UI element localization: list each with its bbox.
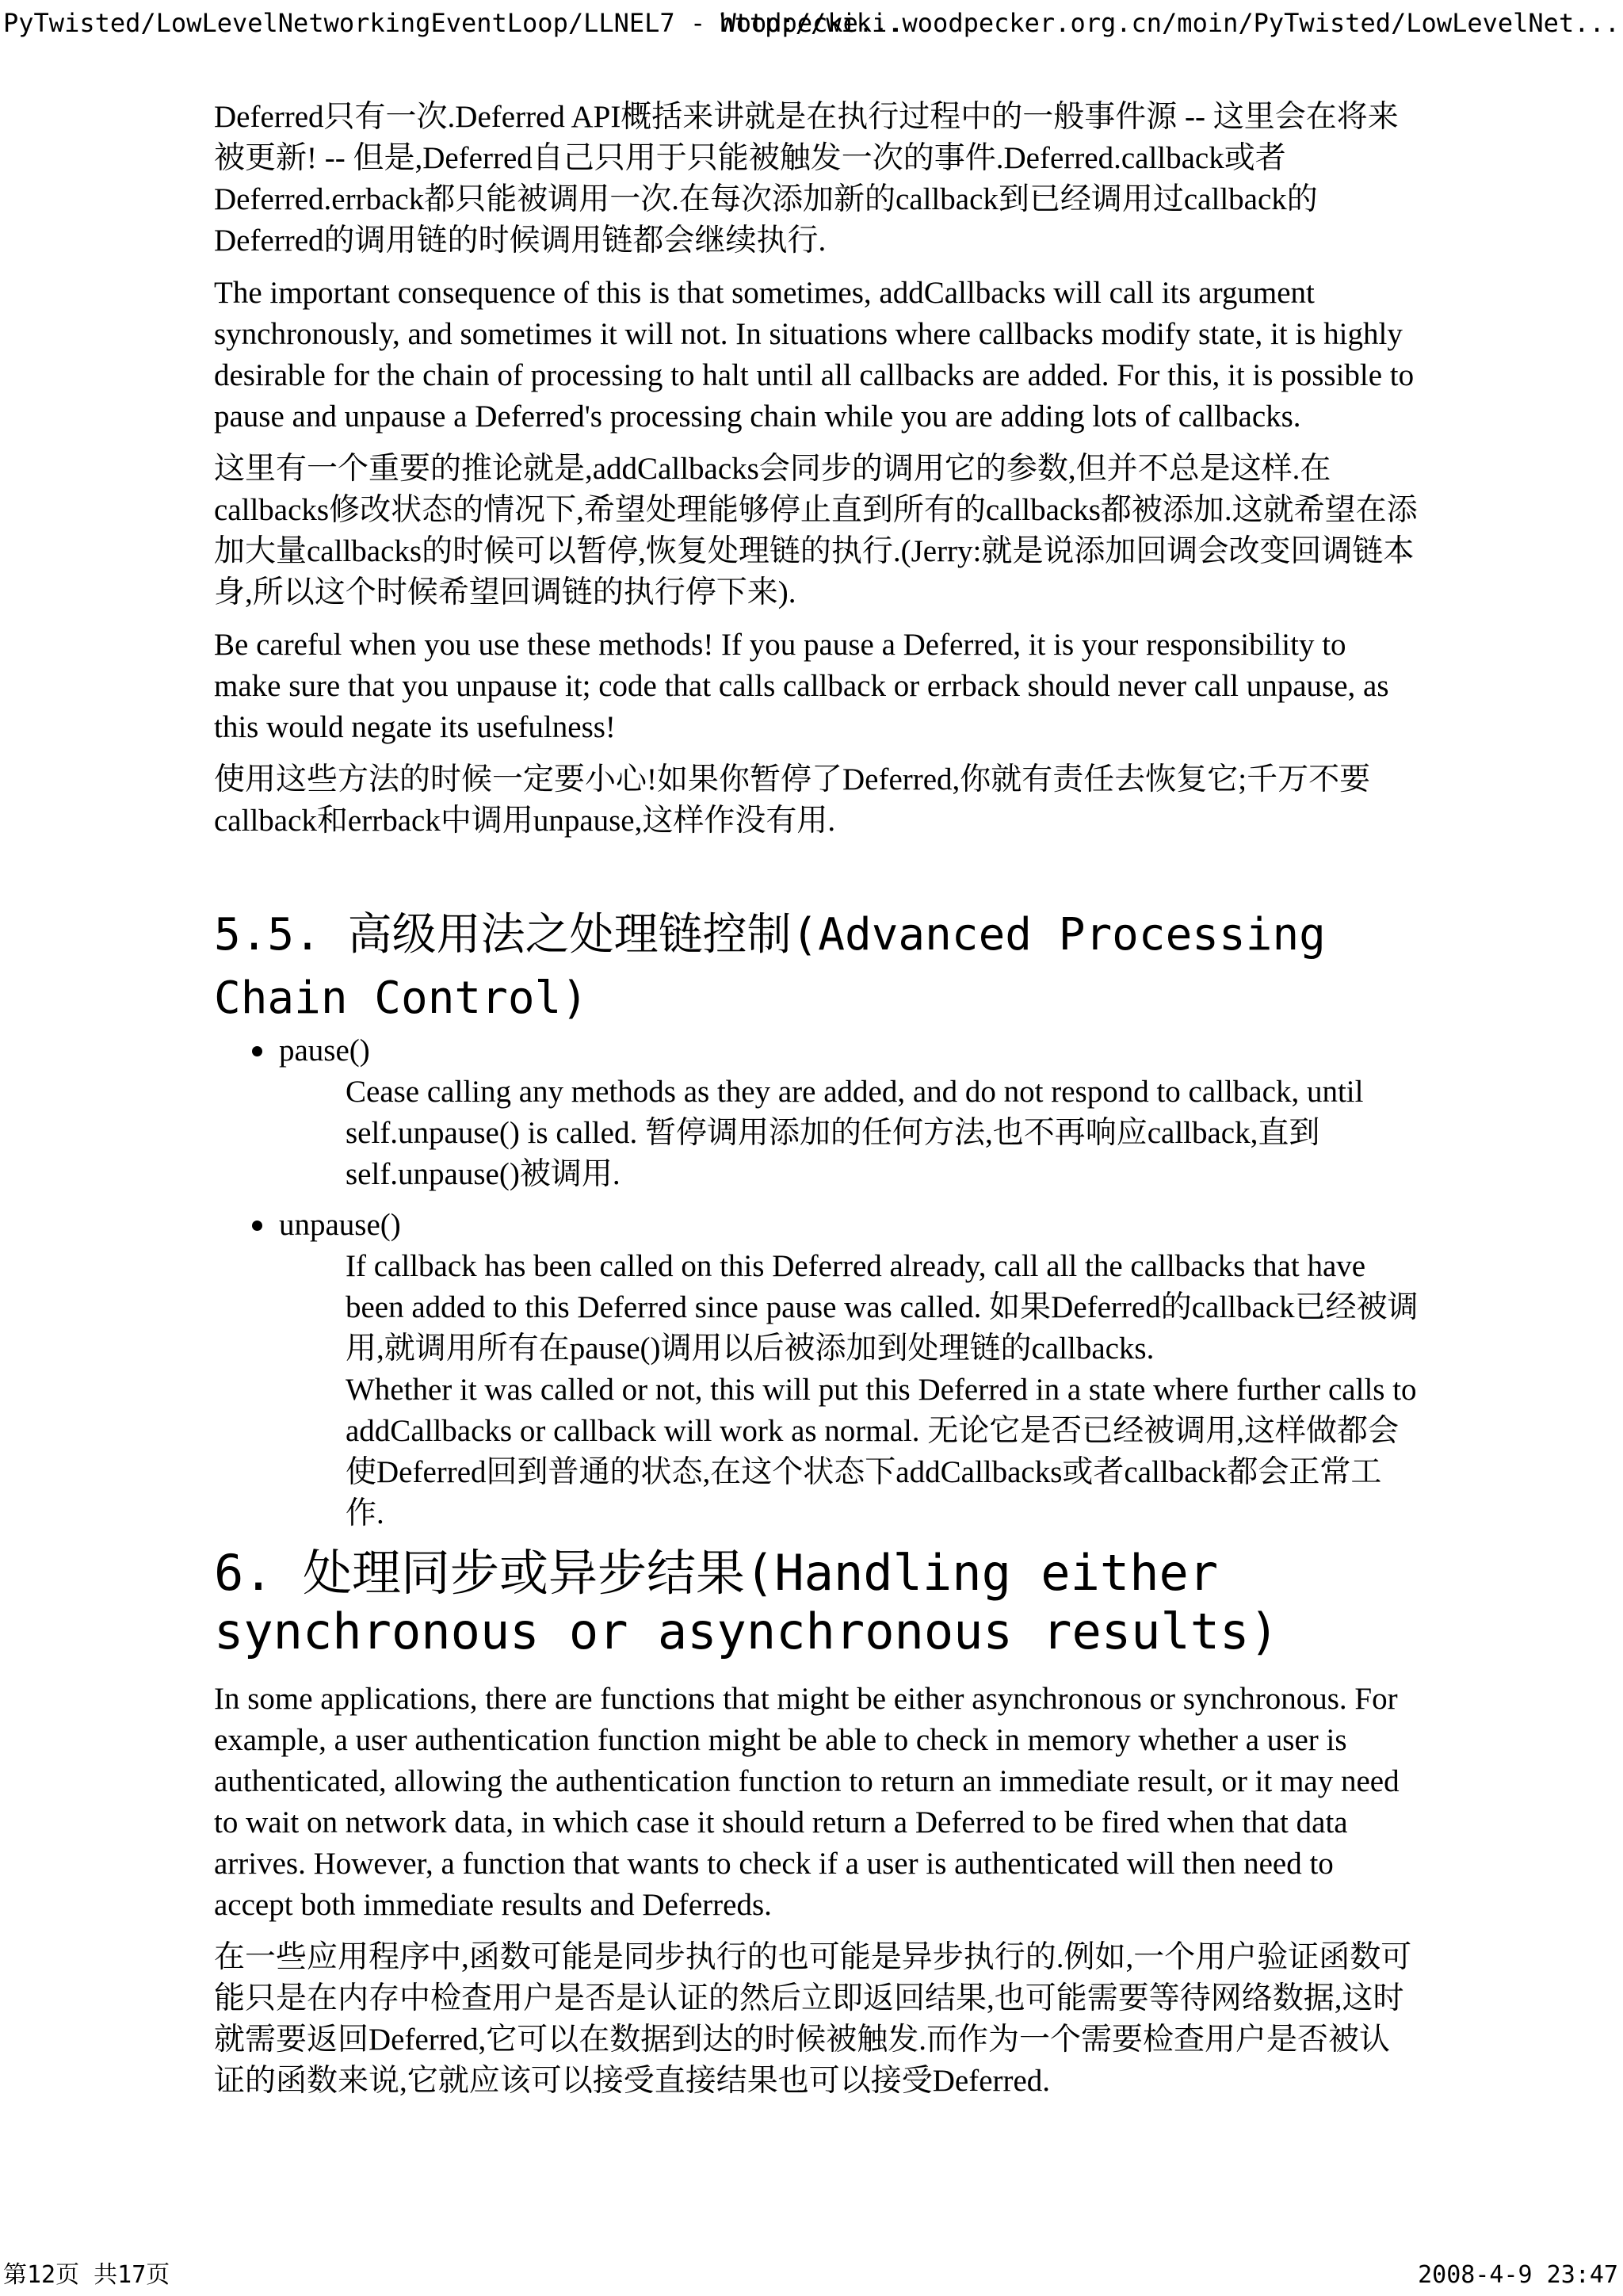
paragraph: 在一些应用程序中,函数可能是同步执行的也可能是异步执行的.例如,一个用户验证函数可能只是在内存中检查用户是否是认证的然后立即返回结果,也可能需要等待网络数据,这时就需要返回Deferred,它可以在数据到达的时候被触发.而作为一个需要检查用户是否被认证的函数来说,它就应该可以接受直接结果也可以接受Deferred. — [214, 1940, 1412, 2098]
page-number: 第12页 共17页 — [3, 2261, 170, 2289]
print-datetime: 2008-4-9 23:47 — [1418, 2261, 1618, 2289]
method-name: pause() — [279, 1033, 370, 1068]
bullet-icon — [252, 1046, 262, 1056]
bullet-icon — [252, 1221, 262, 1231]
list-item — [214, 1030, 1419, 1195]
method-description: Cease calling any methods as they are added, and do not respond to callback, until self.unpause() is called. 暂停调用添加的任何方法,也不再响应callback,直到self.unpause()被调用. — [346, 1075, 1364, 1191]
section-heading-6: 6. 处理同步或异步结果(Handling either synchronous or asynchronous results) — [214, 1544, 1279, 1660]
paragraph: 这里有一个重要的推论就是,addCallbacks会同步的调用它的参数,但并不总是这样.在callbacks修改状态的情况下,希望处理能够停止直到所有的callbacks都被添加.这就希望在添加大量callbacks的时候可以暂停,恢复处理链的执行.(Jerry:就是说添加回调会改变回调链本身,所以这个时候希望回调链的执行停下来). — [214, 452, 1418, 609]
section-heading-5-5: 5.5. 高级用法之处理链控制(Advanced Processing Chain Control) — [214, 909, 1326, 1024]
paragraph: 使用这些方法的时候一定要小心!如果你暂停了Deferred,你就有责任去恢复它;千万不要callback和errback中调用unpause,这样作没有用. — [214, 762, 1371, 838]
paragraph: In some applications, there are functions that might be either asynchronous or synchronous. For example, a user authentication function might be able to check in memory whether a user is authenticated, allowing the authentication function to return an immediate result, or it may need to wait on network data, in which case it should return a Deferred to be fired when that data arrives. However, a function that wants to check if a user is authenticated will then need to accept both immediate results and Deferreds. — [214, 1682, 1400, 1922]
page-url: http://wiki.woodpecker.org.cn/moin/PyTwisted/LowLevelNet... — [719, 8, 1620, 38]
page-title: PyTwisted/LowLevelNetworkingEventLoop/LLNEL7 - Woodpecke... — [3, 8, 904, 38]
method-description: If callback has been called on this Deferred already, call all the callbacks that have been added to this Deferred since pause was called. 如果Deferred的callback已经被调用,就调用所有在pause()调用以后被添加到处理链的callbacks. — [346, 1249, 1419, 1366]
method-list — [214, 1030, 1419, 1534]
paragraph: Deferred只有一次.Deferred API概括来讲就是在执行过程中的一般事件源 -- 这里会在将来被更新! -- 但是,Deferred自己只用于只能被触发一次的事件.Deferred.callback或者Deferred.errback都只能被调用一次.在每次添加新的callback到已经调用过callback的Deferred的调用链的时候调用链都会继续执行. — [214, 100, 1399, 258]
method-name: unpause() — [279, 1208, 401, 1242]
method-description: Whether it was called or not, this will put this Deferred in a state where further calls to addCallbacks or callback will work as normal. 无论它是否已经被调用,这样做都会使Deferred回到普通的状态,在这个状态下addCallbacks或者callback都会正常工作. — [346, 1373, 1417, 1530]
print-header — [0, 3, 1623, 43]
print-footer — [0, 2257, 1623, 2294]
paragraph: The important consequence of this is that sometimes, addCallbacks will call its argument synchronously, and sometimes it will not. In situations where callbacks modify state, it is highly desirable for the chain of processing to halt until all callbacks are added. For this, it is possible to pause and unpause a Deferred's processing chain while you are adding lots of callbacks. — [214, 276, 1415, 434]
document-body — [214, 97, 1419, 2113]
paragraph: Be careful when you use these methods! If you pause a Deferred, it is your responsibility to make sure that you unpause it; code that calls callback or errback should never call unpause, as this would negate its usefulness! — [214, 628, 1389, 744]
list-item — [214, 1205, 1419, 1534]
